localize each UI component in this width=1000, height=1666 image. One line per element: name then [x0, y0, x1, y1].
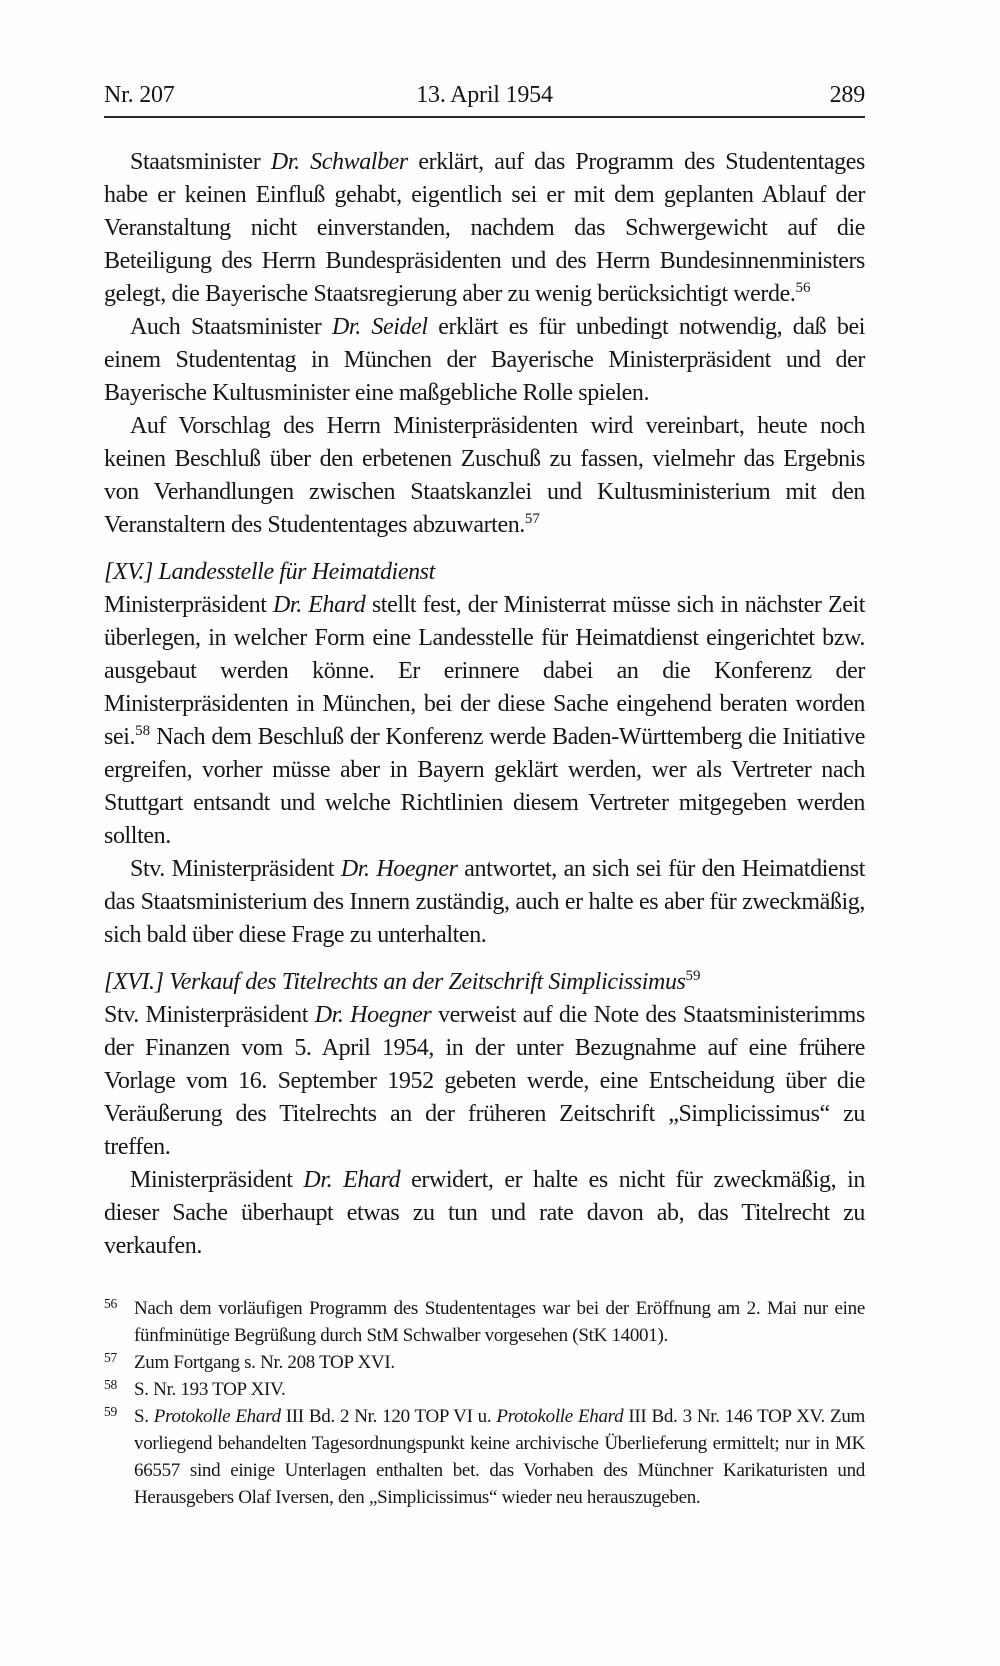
paragraph-hoegner-antwort: Stv. Ministerpräsident Dr. Hoegner antwortet, an sich sei für den Heimatdienst das Staatsministerium des Innern zuständig, auch er halte es aber für zweckmäßig, sich bald über diese Frage zu unterhalten.	[104, 856, 865, 948]
paragraph-hoegner-verweis: Stv. Ministerpräsident Dr. Hoegner verweist auf die Note des Staatsministerimms der Finanzen vom 5. April 1954, in der unter Bezugnahme auf eine frühere Vorlage vom 16. September 1952 gebeten werde, eine Entscheidung über die Veräußerung des Titelrechts an der früheren Zeitschrift „Simplicissimus“ zu treffen.	[104, 1002, 865, 1160]
footnote-text: S. Nr. 193 TOP XIV.	[134, 1379, 286, 1400]
footnote-text: Zum Fortgang s. Nr. 208 TOP XVI.	[134, 1352, 395, 1373]
footnote-number: 59	[104, 1404, 117, 1419]
paragraph-vorschlag-vereinbarung: Auf Vorschlag des Herrn Ministerpräsidenten wird vereinbart, heute noch keinen Beschluß über den erbetenen Zuschuß zu fassen, vielmehr das Ergebnis von Verhandlungen zwischen Staatskanzlei und Kultusministerium mit den Veranstaltern des Studententages abzuwarten.$^{57}$	[104, 413, 865, 538]
section-heading-xv: [XV.] Landesstelle für Heimatdienst	[104, 559, 435, 585]
page-number: 289	[829, 82, 865, 108]
page-body	[104, 146, 865, 1263]
running-header	[104, 82, 865, 109]
document-number: Nr. 207	[104, 82, 175, 108]
footnote-number: 58	[104, 1377, 117, 1392]
footnotes-block	[104, 1295, 865, 1511]
header-date: 13. April 1954	[416, 82, 553, 108]
header-rule	[104, 116, 865, 118]
footnote-number: 56	[104, 1296, 117, 1311]
paragraph-schwalber-statement: Staatsminister Dr. Schwalber erklärt, auf das Programm des Studententages habe er keinen Einfluß gehabt, eigentlich sei er mit dem geplanten Ablauf der Veranstaltung nicht einverstanden, nachdem das Schwergewicht auf die Beteiligung des Herrn Bundespräsidenten und des Herrn Bundesinnenministers gelegt, die Bayerische Staatsregierung aber zu wenig berücksichtigt werde.$^{56}$	[104, 149, 865, 307]
footnote-56	[104, 1295, 865, 1349]
footnote-58	[104, 1376, 865, 1403]
paragraph-ehard-erwiderung: Ministerpräsident Dr. Ehard erwidert, er halte es nicht für zweckmäßig, in dieser Sache überhaupt etwas zu tun und rate davon ab, das Titelrecht zu verkaufen.	[104, 1167, 865, 1259]
page-content	[104, 82, 865, 1511]
footnote-text: S. Protokolle Ehard III Bd. 2 Nr. 120 TOP VI u. Protokolle Ehard III Bd. 3 Nr. 146 TOP XV. Zum vorliegend behandelten Tagesordnungspunkt keine archivische Überlieferung ermittelt; nur in MK 66557 sind einige Unterlagen enthalten bet. das Vorhaben des Münchner Karikaturisten und Herausgebers Olaf Iversen, den „Simplicissimus“ wieder neu herauszugeben.	[134, 1406, 866, 1508]
paragraph-seidel-statement: Auch Staatsminister Dr. Seidel erklärt es für unbedingt notwendig, daß bei einem Studententag in München der Bayerische Ministerpräsident und der Bayerische Kultusminister eine maßgebliche Rolle spielen.	[104, 314, 865, 406]
footnote-57	[104, 1349, 865, 1376]
footnote-59	[104, 1403, 865, 1511]
paragraph-ehard-heimatdienst: Ministerpräsident Dr. Ehard stellt fest, der Ministerrat müsse sich in nächster Zeit überlegen, in welcher Form eine Landesstelle für Heimatdienst eingerichtet bzw. ausgebaut werden könne. Er erinnere dabei an die Konferenz der Ministerpräsidenten in München, bei der diese Sache eingehend beraten worden sei.$^{58}$ Nach dem Beschluß der Konferenz werde Baden-Württemberg die Initiative ergreifen, vorher müsse aber in Bayern geklärt werden, wer als Vertreter nach Stuttgart entsandt und welche Richtlinien diesem Vertreter mitgegeben werden sollten.	[104, 592, 865, 849]
footnote-number: 57	[104, 1350, 117, 1365]
section-heading-xvi: [XVI.] Verkauf des Titelrechts an der Zeitschrift Simplicissimus$^{59}$	[104, 968, 701, 995]
footnote-text: Nach dem vorläufigen Programm des Studententages war bei der Eröffnung am 2. Mai nur eine fünfminütige Begrüßung durch StM Schwalber vorgesehen (StK 14001).	[134, 1298, 865, 1346]
